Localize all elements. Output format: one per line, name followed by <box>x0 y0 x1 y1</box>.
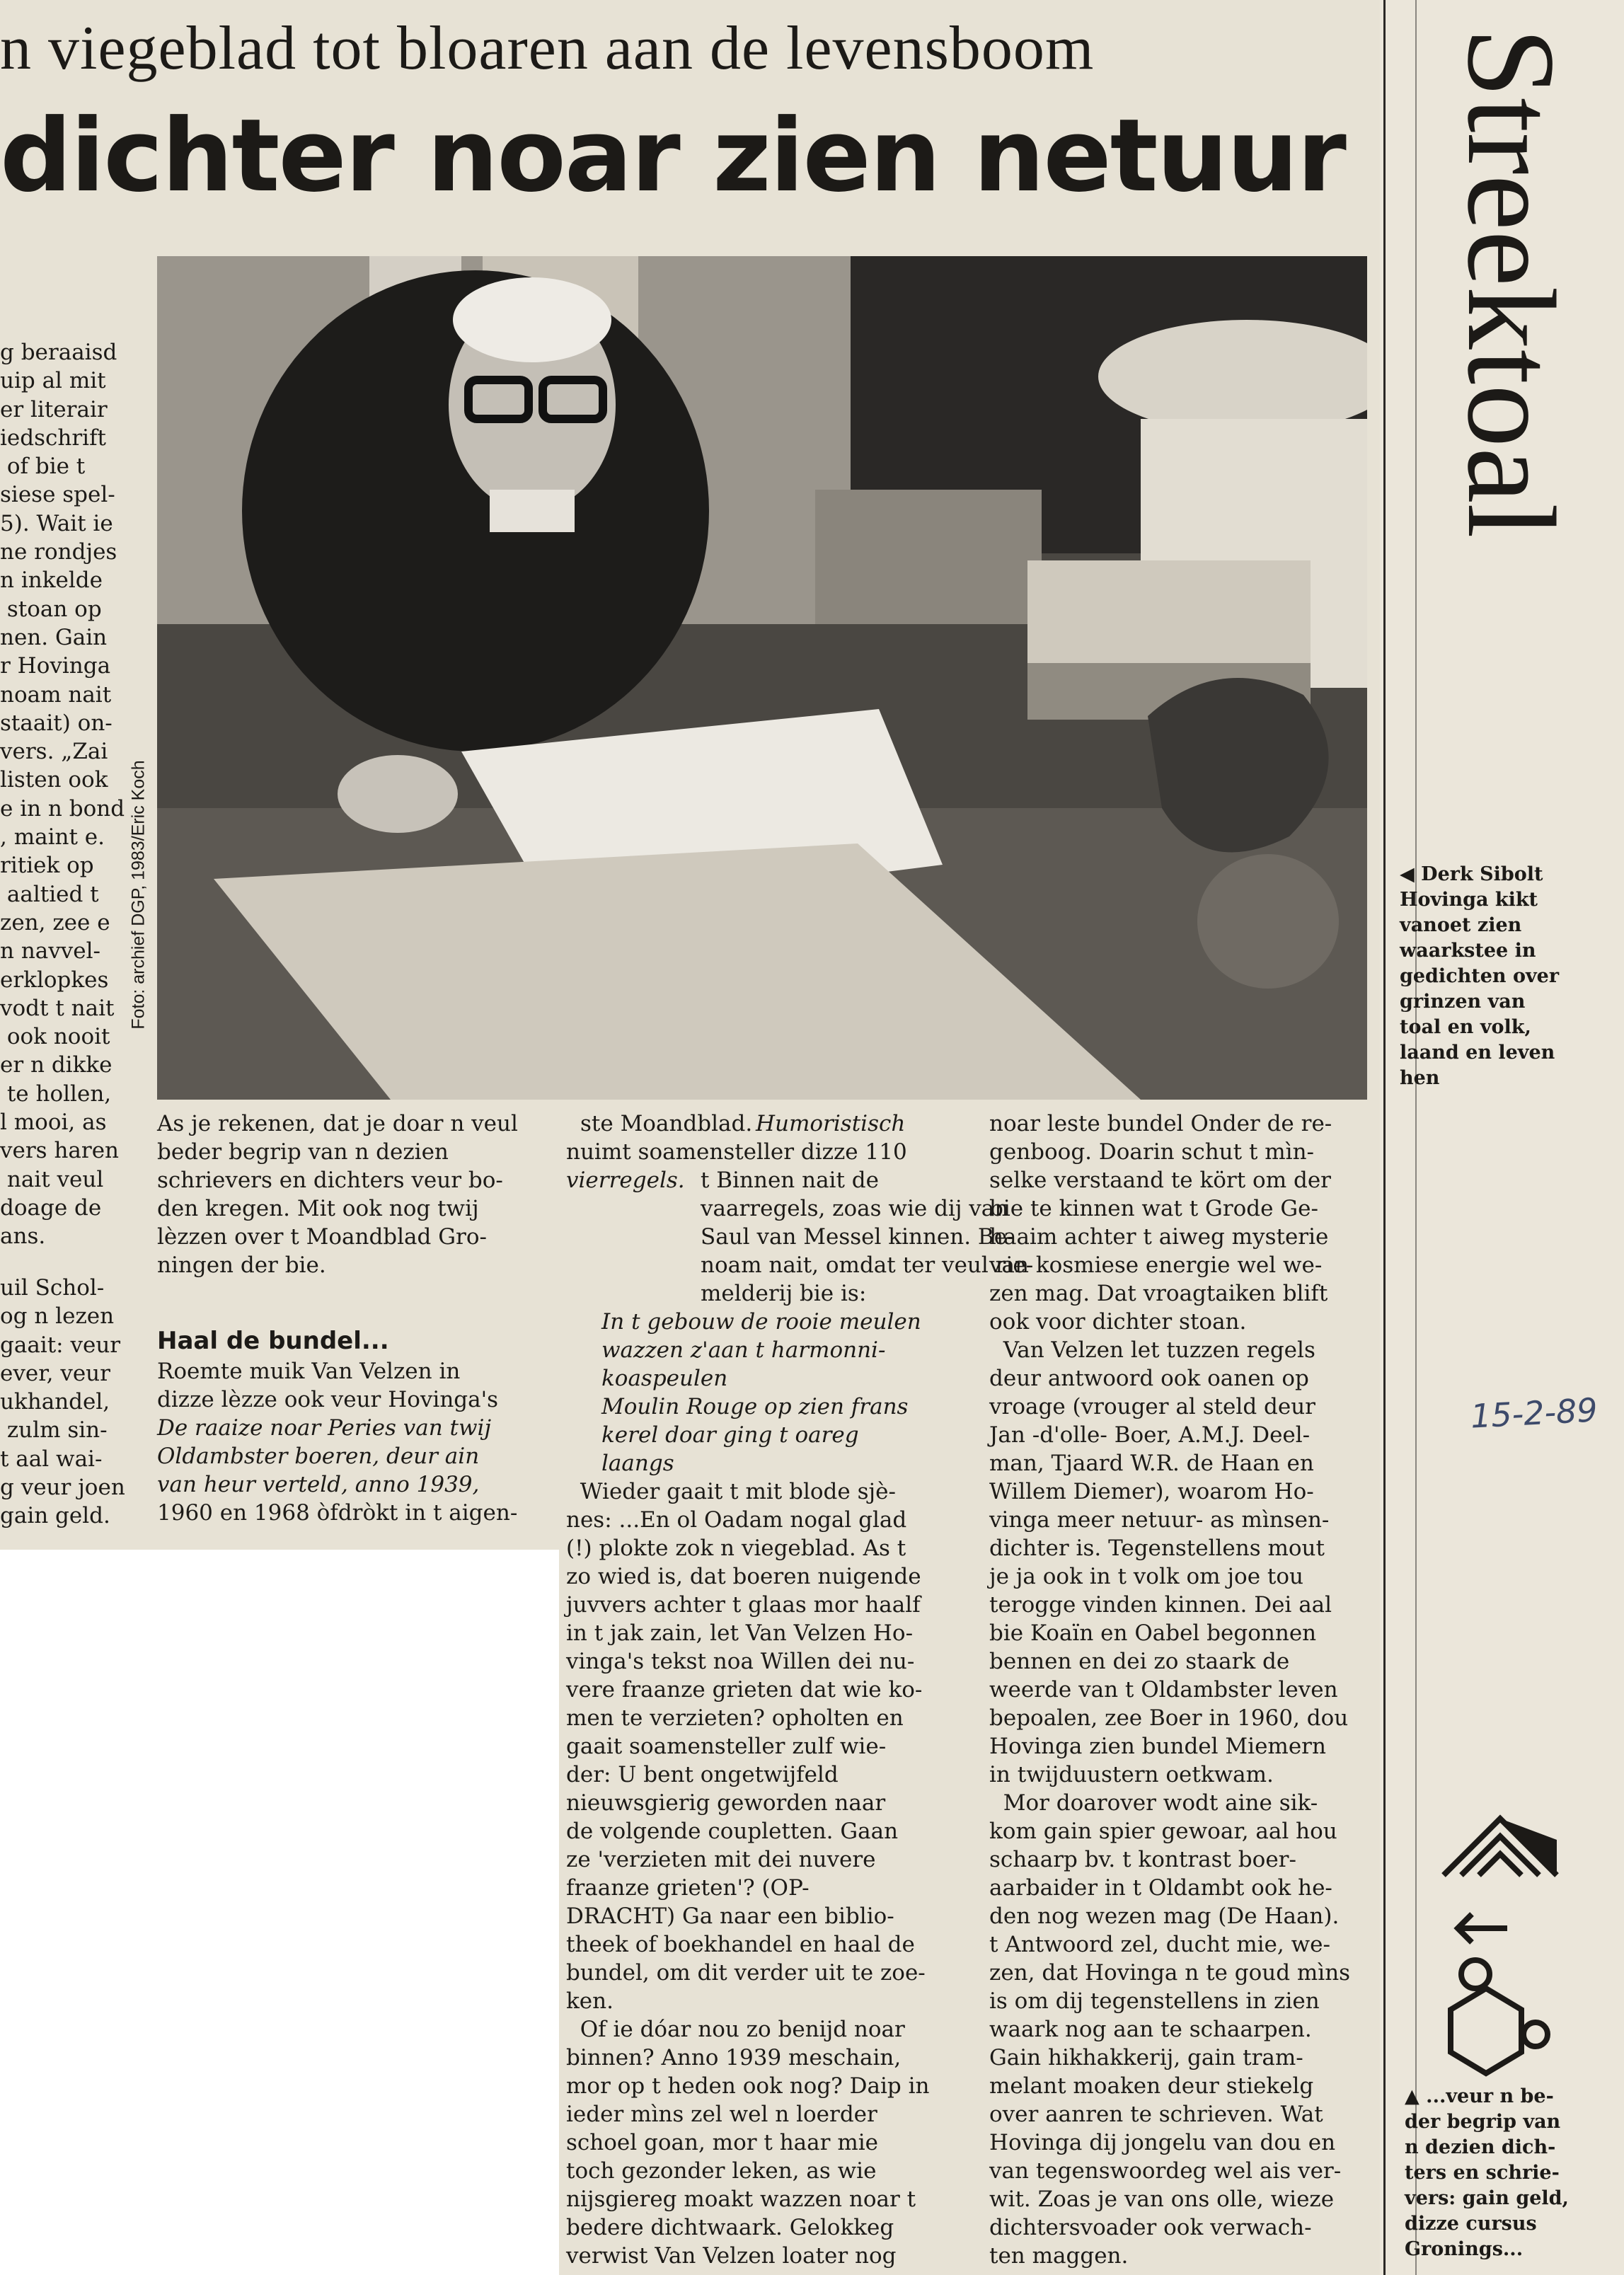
headline: dichter noar zien netuur <box>0 98 1345 214</box>
section-subhead: Haal de bundel... <box>157 1327 389 1355</box>
portrait-photo <box>157 256 1367 1100</box>
kicker: n viegeblad tot bloaren aan de levensboom <box>0 14 1095 83</box>
column-2-opening: ste Moandblad. <box>580 1111 753 1136</box>
column-1-end: 1960 en 1968 òfdròkt in t aigen- <box>157 1500 518 1526</box>
photo-illustration <box>157 256 1367 1100</box>
course-logo-icon <box>1429 1797 1571 2080</box>
sidebar-title: Streektoal <box>1441 28 1582 538</box>
column-1-body: Roemte muik Van Velzen in dizze lèzze ook veur Hovinga's <box>157 1359 499 1412</box>
column-3-body: noar leste bundel Onder de re- genboog. Doarin schut t mìn- selke verstaand te kört om der bie te kinnen wat t Grode Ge- haaim achter t aiweg mysterie van kosmiese energie wel we- zen mag. Dat vroagtaiken blift ook voor dichter stoan. Van Velzen let tuzzen regels deur antwoord ook oanen op vroage (vrouger al steld deur Jan -d'olle- Boer, A.M.J. Deel- man, Tjaard W.R. de Haan en Willem Diemer), woarom Ho- vinga meer netuur- as mìnsen- dichter is. Tegenstellens mout je ja ook in t volk om joe tou terogge vinden kinnen. Dei aal bie Koaïn en Oabel begonnen bennen en dei zo staark de weerde van t Oldambster leven bepoalen, zee Boer in 1960, dou Hovinga zien bundel Miemern in twijduustern oetkwam. Mor doarover wodt aine sik- kom gain spier gewoar, aal hou schaarp bv. t kontrast boer- aarbaider in t Oldambt ook he- den nog wezen mag (De Haan). t Antwoord zel, ducht mie, we- zen, dat Hovinga n te goud mìns is om dij tegenstellens in zien waark nog aan te schaarpen. Gain hikhakkerij, gain tram- melant moaken deur stiekelg over aanren te schrieven. Wat Hovinga dij jongelu van dou en van tegenswoordeg wel ais ver- wit. Zoas je van ons olle, wieze dichtersvoader ook verwach- ten maggen. <box>989 1111 1351 2269</box>
handwritten-date: 15-2-89 <box>1469 1390 1599 1436</box>
column-2-line-italic: vierregels. <box>566 1168 685 1193</box>
column-2-body-continued: Wieder gaait t mit blode sjè- nes: ...En ol Oadam nogal glad (!) plokte zok n viegeblad. As t zo wied is, dat boeren nuigende juvvers achter t glaas mor haalf in t jak zain, let Van Velzen Ho- vinga's tekst noa Willen dei nu- vere fraanze grieten dat wie ko- men te verzieten? opholten en gaait soamensteller zulf wie- der: U bent ongetwijfeld nieuwsgierig geworden naar de volgende coupletten. Gaan ze 'verzieten mit dei nuvere fraanze grieten'? (OP- DRACHT) Ga naar een biblio- theek of boekhandel en haal de bundel, om dit verder uit te zoe- ken. Of ie dóar nou zo benijd noar binnen? Anno 1939 meschain, mor op t heden ook nog? Daip in ieder mìns zel wel n loerder schoel goan, mor t haar mie toch gezonder leken, as wie nijsgiereg moakt wazzen noar t bedere dichtwaark. Gelokkeg verwist Van Velzen loater nog <box>566 1479 930 2269</box>
left-column-fragment-bottom: uil Schol- og n lezen gaait: veur ever, veur ukhandel, zulm sin- t aal wai- g veur joen gain geld. <box>0 1275 125 1529</box>
column-1-italic: De raaize noar Peries van twij Oldambster boeren, deur ain van heur verteld, anno 1939, <box>157 1415 492 1497</box>
column-2-poem: In t gebouw de rooie meulen wazzen z'aan t harmonni- koaspeulen Moulin Rouge op zien frans kerel doar ging t oareg laangs <box>601 1309 921 1476</box>
column-rule <box>1415 0 1417 2275</box>
photo-caption: ◀ Derk Sibolt Hovinga kikt vanoet zien waarkstee in gedichten over grinzen van toal en volk, laand en leven hen <box>1400 863 1560 1089</box>
logo-caption: ▲ ...veur n be- der begrip van n dezien dich- ters en schrie- vers: gain geld, dizze cursus Gronings... <box>1405 2085 1569 2260</box>
column-2-body: t Binnen nait de vaarregels, zoas wie dij van Saul van Messel kinnen. Be- noam nait, omdat ter veul rie- melderij bie is: <box>701 1168 1034 1306</box>
left-column-fragment: g beraaisd uip al mit er literair iedschrift of bie t siese spel- 5). Wait ie ne rondjes n inkelde stoan op nen. Gain r Hovinga noam nait staait) on- vers. „Zai listen ook e in n bond , maint e. ritiek op aaltied t zen, zee e n navvel- erklopkes vodt t nait ook nooit er n dikke te hollen, l mooi, as vers haren nait veul doage de ans. <box>0 340 125 1250</box>
column-2-opening-italic: Humoristisch <box>756 1111 906 1136</box>
photo-credit: Foto: archief DGP, 1983/Eric Koch <box>128 760 149 1030</box>
column-2-line: nuimt soamensteller dizze 110 <box>566 1139 907 1165</box>
column-1-top: As je rekenen, dat je doar n veul beder begrip van n dezien schrievers en dichters veur bo- den kregen. Mit ook nog twij lèzzen over t Moandblad Gro- ningen der bie. <box>157 1111 518 1278</box>
column-rule <box>1383 0 1386 2275</box>
